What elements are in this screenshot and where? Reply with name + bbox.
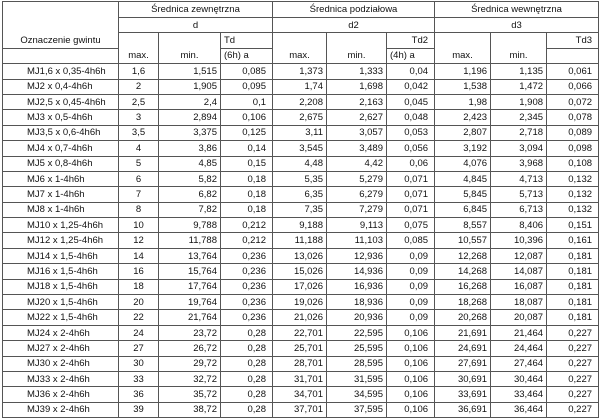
cell-d2-min: 7,279 [327, 202, 387, 217]
cell-d3-min: 2,345 [491, 110, 547, 125]
cell-d-tol: 0,1 [221, 94, 273, 109]
cell-d2-max: 34,701 [273, 387, 327, 402]
cell-d-tol: 0,212 [221, 218, 273, 233]
group-symbol-d2: d2 [273, 18, 435, 33]
cell-thread-designation: MJ8 x 1-4h6h [3, 202, 119, 217]
header-blank [491, 33, 547, 48]
cell-d2-min: 9,113 [327, 218, 387, 233]
cell-d-min: 29,72 [159, 356, 221, 371]
cell-d2-tol: 0,106 [387, 371, 435, 386]
cell-d3-tol: 0,132 [547, 202, 599, 217]
cell-d3-min: 24,464 [491, 341, 547, 356]
cell-d-min: 1,515 [159, 64, 221, 79]
cell-d2-max: 4,48 [273, 156, 327, 171]
cell-d-max: 2 [119, 79, 159, 94]
cell-thread-designation: MJ7 x 1-4h6h [3, 187, 119, 202]
cell-d-tol: 0,236 [221, 248, 273, 263]
cell-thread-designation: MJ20 x 1,5-4h6h [3, 295, 119, 310]
cell-d3-min: 4,713 [491, 171, 547, 186]
cell-d3-tol: 0,108 [547, 156, 599, 171]
cell-d3-max: 5,845 [435, 187, 491, 202]
cell-d3-tol: 0,181 [547, 279, 599, 294]
cell-d2-tol: 0,106 [387, 325, 435, 340]
cell-d-max: 16 [119, 264, 159, 279]
cell-d3-max: 10,557 [435, 233, 491, 248]
cell-d2-max: 6,35 [273, 187, 327, 202]
cell-d-tol: 0,28 [221, 325, 273, 340]
cell-d2-tol: 0,09 [387, 264, 435, 279]
cell-d2-tol: 0,106 [387, 402, 435, 417]
cell-d3-tol: 0,072 [547, 94, 599, 109]
cell-d-min: 35,72 [159, 387, 221, 402]
cell-d-tol: 0,28 [221, 371, 273, 386]
cell-d2-max: 5,35 [273, 171, 327, 186]
cell-thread-designation: MJ2,5 x 0,45-4h6h [3, 94, 119, 109]
cell-d-tol: 0,28 [221, 402, 273, 417]
cell-d-max: 4 [119, 141, 159, 156]
cell-d-max: 5 [119, 156, 159, 171]
cell-d3-min: 2,718 [491, 125, 547, 140]
cell-thread-designation: MJ22 x 1,5-4h6h [3, 310, 119, 325]
cell-d-max: 2,5 [119, 94, 159, 109]
table-row [3, 279, 599, 294]
cell-d-min: 2,894 [159, 110, 221, 125]
cell-d-max: 30 [119, 356, 159, 371]
cell-d-tol: 0,18 [221, 187, 273, 202]
cell-thread-designation: MJ2 x 0,4-4h6h [3, 79, 119, 94]
header-row-tolerances [3, 33, 599, 48]
cell-d2-tol: 0,09 [387, 295, 435, 310]
cell-d3-min: 3,968 [491, 156, 547, 171]
cell-d3-max: 8,557 [435, 218, 491, 233]
table-row [3, 110, 599, 125]
cell-d3-max: 16,268 [435, 279, 491, 294]
cell-thread-designation: MJ24 x 2-4h6h [3, 325, 119, 340]
cell-d-tol: 0,28 [221, 356, 273, 371]
cell-d3-tol: 0,151 [547, 218, 599, 233]
table-row [3, 171, 599, 186]
cell-d3-min: 21,464 [491, 325, 547, 340]
header-row-limits [3, 48, 599, 63]
cell-d3-max: 4,845 [435, 171, 491, 186]
cell-d3-tol: 0,132 [547, 171, 599, 186]
cell-thread-designation: MJ36 x 2-4h6h [3, 387, 119, 402]
cell-d2-tol: 0,053 [387, 125, 435, 140]
table-body [3, 64, 599, 418]
header-corner [3, 2, 119, 18]
header-max: max. [273, 48, 327, 63]
cell-d-min: 1,905 [159, 79, 221, 94]
header-blank [273, 33, 327, 48]
cell-d2-min: 12,936 [327, 248, 387, 263]
cell-d-min: 9,788 [159, 218, 221, 233]
table-row [3, 218, 599, 233]
cell-d3-min: 20,087 [491, 310, 547, 325]
cell-d2-min: 20,936 [327, 310, 387, 325]
header-min: min. [327, 48, 387, 63]
cell-d3-tol: 0,181 [547, 310, 599, 325]
cell-d3-tol: 0,132 [547, 187, 599, 202]
cell-d3-max: 3,192 [435, 141, 491, 156]
cell-d3-tol: 0,181 [547, 295, 599, 310]
cell-d3-tol: 0,227 [547, 371, 599, 386]
cell-d-max: 6 [119, 171, 159, 186]
cell-d3-min: 27,464 [491, 356, 547, 371]
table-row [3, 264, 599, 279]
cell-d-tol: 0,18 [221, 171, 273, 186]
cell-d2-min: 11,103 [327, 233, 387, 248]
cell-d-max: 24 [119, 325, 159, 340]
thread-dimensions-table [2, 1, 599, 418]
group-title-inner: Średnica wewnętrzna [435, 2, 599, 18]
cell-d2-max: 28,701 [273, 356, 327, 371]
cell-d-min: 3,375 [159, 125, 221, 140]
table-row [3, 341, 599, 356]
cell-d2-min: 1,698 [327, 79, 387, 94]
table-row [3, 248, 599, 263]
cell-d-max: 3,5 [119, 125, 159, 140]
cell-d-tol: 0,095 [221, 79, 273, 94]
cell-d2-max: 2,675 [273, 110, 327, 125]
cell-d-max: 18 [119, 279, 159, 294]
cell-d3-tol: 0,098 [547, 141, 599, 156]
cell-thread-designation: MJ33 x 2-4h6h [3, 371, 119, 386]
table-row [3, 187, 599, 202]
cell-d-max: 12 [119, 233, 159, 248]
cell-d-max: 22 [119, 310, 159, 325]
cell-d-min: 32,72 [159, 371, 221, 386]
cell-d3-max: 4,076 [435, 156, 491, 171]
table-row [3, 295, 599, 310]
header-blank [3, 48, 119, 63]
cell-d2-min: 3,057 [327, 125, 387, 140]
cell-d-min: 23,72 [159, 325, 221, 340]
group-title-pitch: Średnica podziałowa [273, 2, 435, 18]
cell-d3-tol: 0,227 [547, 325, 599, 340]
cell-d2-max: 22,701 [273, 325, 327, 340]
cell-d-min: 7,82 [159, 202, 221, 217]
header-td-unit: (6h) a [221, 48, 273, 63]
header-td: Td [221, 33, 273, 48]
cell-d3-min: 14,087 [491, 264, 547, 279]
cell-d2-max: 31,701 [273, 371, 327, 386]
cell-d3-tol: 0,066 [547, 79, 599, 94]
header-row-groups [3, 2, 599, 18]
table-row [3, 64, 599, 79]
table-row [3, 202, 599, 217]
group-title-outer: Średnica zewnętrzna [119, 2, 273, 18]
cell-d-min: 11,788 [159, 233, 221, 248]
cell-d3-min: 30,464 [491, 371, 547, 386]
cell-d2-tol: 0,09 [387, 310, 435, 325]
header-max: max. [119, 48, 159, 63]
header-blank [327, 33, 387, 48]
table-row [3, 233, 599, 248]
table-row [3, 402, 599, 417]
cell-d3-tol: 0,078 [547, 110, 599, 125]
cell-d2-min: 31,595 [327, 371, 387, 386]
table-row [3, 79, 599, 94]
cell-d2-max: 13,026 [273, 248, 327, 263]
cell-d2-min: 28,595 [327, 356, 387, 371]
cell-d2-max: 9,188 [273, 218, 327, 233]
cell-d-max: 7 [119, 187, 159, 202]
cell-d2-max: 3,11 [273, 125, 327, 140]
cell-d2-tol: 0,106 [387, 341, 435, 356]
cell-d3-max: 18,268 [435, 295, 491, 310]
cell-d-tol: 0,28 [221, 341, 273, 356]
cell-d-min: 4,85 [159, 156, 221, 171]
table-row [3, 310, 599, 325]
header-blank [119, 33, 159, 48]
cell-d3-min: 33,464 [491, 387, 547, 402]
cell-d2-min: 1,333 [327, 64, 387, 79]
cell-d-min: 13,764 [159, 248, 221, 263]
cell-d2-max: 7,35 [273, 202, 327, 217]
header-td3: Td3 [547, 33, 599, 48]
cell-d3-tol: 0,061 [547, 64, 599, 79]
cell-d-min: 21,764 [159, 310, 221, 325]
cell-d-max: 10 [119, 218, 159, 233]
cell-d2-max: 1,74 [273, 79, 327, 94]
cell-d2-min: 2,163 [327, 94, 387, 109]
cell-d2-max: 3,545 [273, 141, 327, 156]
header-max: max. [435, 48, 491, 63]
cell-d3-tol: 0,089 [547, 125, 599, 140]
cell-d3-min: 18,087 [491, 295, 547, 310]
cell-d3-max: 30,691 [435, 371, 491, 386]
cell-d3-max: 36,691 [435, 402, 491, 417]
cell-d2-max: 15,026 [273, 264, 327, 279]
cell-d-tol: 0,106 [221, 110, 273, 125]
cell-d-tol: 0,236 [221, 310, 273, 325]
cell-d3-min: 36,464 [491, 402, 547, 417]
cell-d-min: 38,72 [159, 402, 221, 417]
cell-d-max: 1,6 [119, 64, 159, 79]
cell-d2-max: 37,701 [273, 402, 327, 417]
header-td2-unit: (4h) a [387, 48, 435, 63]
table-row [3, 356, 599, 371]
table-row [3, 387, 599, 402]
cell-d-min: 17,764 [159, 279, 221, 294]
cell-d3-min: 1,908 [491, 94, 547, 109]
cell-d3-tol: 0,227 [547, 341, 599, 356]
cell-thread-designation: MJ16 x 1,5-4h6h [3, 264, 119, 279]
cell-thread-designation: MJ18 x 1,5-4h6h [3, 279, 119, 294]
cell-d2-tol: 0,056 [387, 141, 435, 156]
header-corner-2 [3, 18, 119, 33]
cell-d3-max: 2,807 [435, 125, 491, 140]
cell-d-tol: 0,125 [221, 125, 273, 140]
cell-d-tol: 0,236 [221, 279, 273, 294]
cell-d3-max: 1,538 [435, 79, 491, 94]
cell-d2-max: 17,026 [273, 279, 327, 294]
cell-d2-tol: 0,048 [387, 110, 435, 125]
cell-d3-max: 24,691 [435, 341, 491, 356]
cell-d2-tol: 0,106 [387, 387, 435, 402]
header-blank [547, 48, 599, 63]
cell-d3-max: 2,423 [435, 110, 491, 125]
cell-d-max: 3 [119, 110, 159, 125]
table-row [3, 125, 599, 140]
cell-d-min: 19,764 [159, 295, 221, 310]
cell-d2-min: 5,279 [327, 171, 387, 186]
cell-d-max: 33 [119, 371, 159, 386]
header-blank [435, 33, 491, 48]
cell-d3-max: 20,268 [435, 310, 491, 325]
cell-d-tol: 0,15 [221, 156, 273, 171]
row-header-label: Oznaczenie gwintu [3, 33, 119, 48]
cell-thread-designation: MJ5 x 0,8-4h6h [3, 156, 119, 171]
table-row [3, 94, 599, 109]
cell-d-min: 6,82 [159, 187, 221, 202]
cell-thread-designation: MJ39 x 2-4h6h [3, 402, 119, 417]
table-row [3, 325, 599, 340]
cell-d2-tol: 0,071 [387, 171, 435, 186]
cell-thread-designation: MJ1,6 x 0,35-4h6h [3, 64, 119, 79]
cell-d2-min: 3,489 [327, 141, 387, 156]
cell-d2-max: 19,026 [273, 295, 327, 310]
cell-thread-designation: MJ12 x 1,25-4h6h [3, 233, 119, 248]
cell-d-tol: 0,236 [221, 295, 273, 310]
table-row [3, 371, 599, 386]
cell-d2-max: 1,373 [273, 64, 327, 79]
cell-d2-min: 4,42 [327, 156, 387, 171]
cell-d-min: 5,82 [159, 171, 221, 186]
cell-d2-min: 22,595 [327, 325, 387, 340]
cell-d3-max: 21,691 [435, 325, 491, 340]
cell-d2-tol: 0,042 [387, 79, 435, 94]
cell-d3-tol: 0,227 [547, 356, 599, 371]
cell-d2-min: 14,936 [327, 264, 387, 279]
cell-d-tol: 0,28 [221, 387, 273, 402]
cell-d-max: 14 [119, 248, 159, 263]
cell-d2-tol: 0,075 [387, 218, 435, 233]
cell-d-tol: 0,18 [221, 202, 273, 217]
cell-d3-tol: 0,181 [547, 248, 599, 263]
cell-d3-max: 14,268 [435, 264, 491, 279]
cell-d2-max: 2,208 [273, 94, 327, 109]
header-min: min. [491, 48, 547, 63]
cell-d2-tol: 0,09 [387, 248, 435, 263]
cell-d3-min: 12,087 [491, 248, 547, 263]
cell-d-tol: 0,14 [221, 141, 273, 156]
cell-d3-tol: 0,227 [547, 387, 599, 402]
cell-d2-tol: 0,106 [387, 356, 435, 371]
table-row [3, 156, 599, 171]
group-symbol-d3: d3 [435, 18, 599, 33]
cell-d-max: 27 [119, 341, 159, 356]
cell-d3-max: 33,691 [435, 387, 491, 402]
cell-d2-max: 25,701 [273, 341, 327, 356]
cell-d2-tol: 0,09 [387, 279, 435, 294]
cell-d3-max: 6,845 [435, 202, 491, 217]
cell-d2-min: 25,595 [327, 341, 387, 356]
header-blank [159, 33, 221, 48]
cell-d3-tol: 0,181 [547, 264, 599, 279]
cell-d3-min: 1,472 [491, 79, 547, 94]
cell-d3-min: 8,406 [491, 218, 547, 233]
cell-d3-max: 1,196 [435, 64, 491, 79]
cell-thread-designation: MJ3 x 0,5-4h6h [3, 110, 119, 125]
cell-d-max: 39 [119, 402, 159, 417]
cell-d-min: 26,72 [159, 341, 221, 356]
cell-thread-designation: MJ6 x 1-4h6h [3, 171, 119, 186]
cell-d-min: 2,4 [159, 94, 221, 109]
cell-d2-tol: 0,071 [387, 202, 435, 217]
cell-d2-tol: 0,085 [387, 233, 435, 248]
cell-d-max: 20 [119, 295, 159, 310]
cell-d-min: 3,86 [159, 141, 221, 156]
cell-d2-tol: 0,071 [387, 187, 435, 202]
cell-d3-max: 12,268 [435, 248, 491, 263]
cell-d3-min: 16,087 [491, 279, 547, 294]
cell-d2-max: 11,188 [273, 233, 327, 248]
cell-d3-tol: 0,161 [547, 233, 599, 248]
cell-thread-designation: MJ10 x 1,25-4h6h [3, 218, 119, 233]
cell-d-tol: 0,085 [221, 64, 273, 79]
cell-d3-max: 27,691 [435, 356, 491, 371]
cell-d-tol: 0,236 [221, 264, 273, 279]
cell-d3-min: 3,094 [491, 141, 547, 156]
cell-d2-tol: 0,045 [387, 94, 435, 109]
cell-d-tol: 0,212 [221, 233, 273, 248]
cell-thread-designation: MJ27 x 2-4h6h [3, 341, 119, 356]
group-symbol-d: d [119, 18, 273, 33]
cell-d3-min: 5,713 [491, 187, 547, 202]
header-row-symbols [3, 18, 599, 33]
cell-d-min: 15,764 [159, 264, 221, 279]
cell-d2-min: 34,595 [327, 387, 387, 402]
cell-d3-tol: 0,227 [547, 402, 599, 417]
table-row [3, 141, 599, 156]
cell-thread-designation: MJ30 x 2-4h6h [3, 356, 119, 371]
cell-d-max: 8 [119, 202, 159, 217]
cell-d3-min: 6,713 [491, 202, 547, 217]
cell-thread-designation: MJ3,5 x 0,6-4h6h [3, 125, 119, 140]
cell-d2-tol: 0,06 [387, 156, 435, 171]
cell-d2-max: 21,026 [273, 310, 327, 325]
cell-d2-min: 37,595 [327, 402, 387, 417]
cell-thread-designation: MJ14 x 1,5-4h6h [3, 248, 119, 263]
cell-d3-min: 10,396 [491, 233, 547, 248]
cell-d2-min: 16,936 [327, 279, 387, 294]
cell-thread-designation: MJ4 x 0,7-4h6h [3, 141, 119, 156]
cell-d3-max: 1,98 [435, 94, 491, 109]
cell-d2-min: 6,279 [327, 187, 387, 202]
cell-d3-min: 1,135 [491, 64, 547, 79]
cell-d-max: 36 [119, 387, 159, 402]
header-td2: Td2 [387, 33, 435, 48]
cell-d2-tol: 0,04 [387, 64, 435, 79]
cell-d2-min: 18,936 [327, 295, 387, 310]
cell-d2-min: 2,627 [327, 110, 387, 125]
header-min: min. [159, 48, 221, 63]
